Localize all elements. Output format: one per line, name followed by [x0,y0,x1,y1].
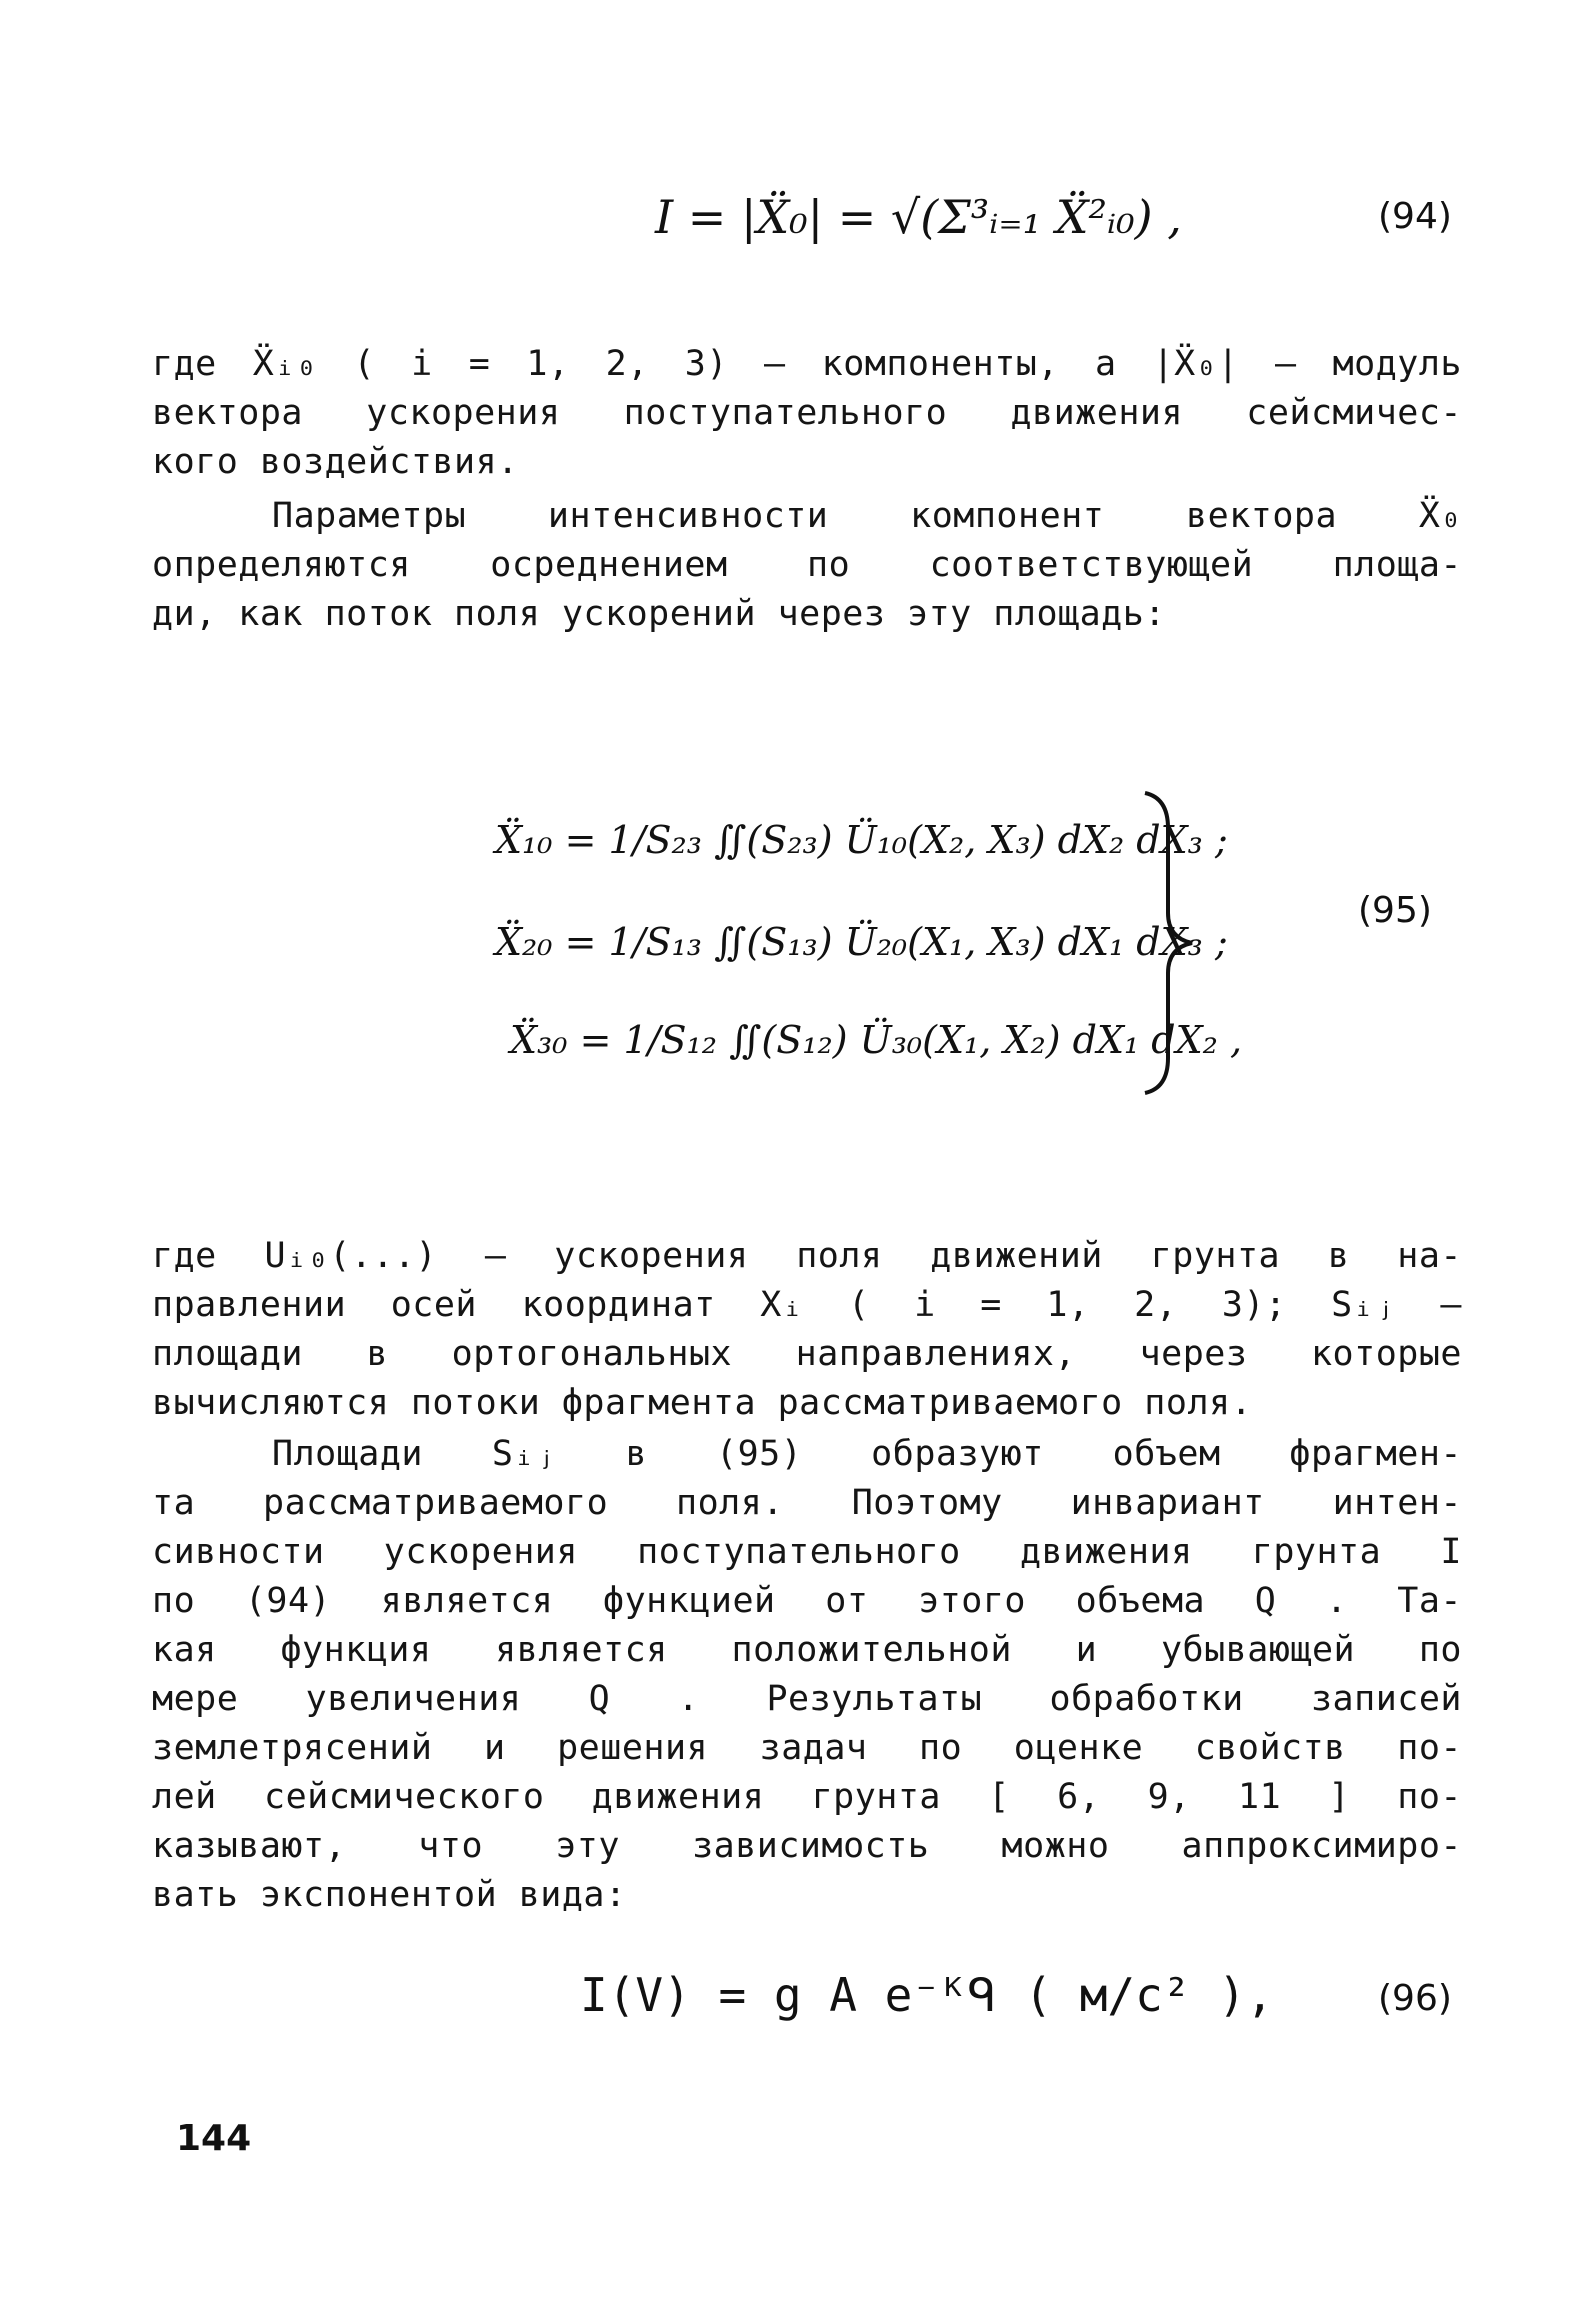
text-line: где Uᵢ₀(...) – ускорения поля движений грунта в на- [152,1236,1462,1276]
equation-96: I(V) = g A e⁻ᴷᑫ ( м/с² ), [580,1968,1274,2022]
equation-number-94: (94) [1378,196,1452,237]
text-line: та рассматриваемого поля. Поэтому инвариант интен- [152,1483,1462,1523]
text-line: кая функция является положительной и убывающей по [152,1630,1462,1670]
text-line: правлении осей координат Xᵢ ( i = 1, 2, 3); Sᵢⱼ – [152,1285,1462,1325]
text-line: вычисляются потоки фрагмента рассматриваемого поля. [152,1383,1253,1423]
paragraph-intensity-parameters [152,492,1462,639]
equation-number-95: (95) [1358,890,1432,931]
text-line: вектора ускорения поступательного движения сейсмичес- [152,393,1462,433]
equation-95-line-3: Ẍ₃₀ = 1/S₁₂ ∬(S₁₂) Ü₃₀(X₁, X₂) dX₁ dX₂ , [510,1018,1243,1062]
equation-94: I = |Ẍ₀| = √(Σ³ᵢ₌₁ Ẍ²ᵢ₀) , [655,190,1182,244]
text-line: кого воздействия. [152,442,519,482]
text-line: по (94) является функцией от этого объема Q . Та- [152,1581,1462,1621]
text-line: определяются осреднением по соответствующей площа- [152,545,1462,585]
paragraph-components [152,340,1462,487]
text-line: лей сейсмического движения грунта [ 6, 9, 11 ] по- [152,1777,1462,1817]
text-line: вать экспонентой вида: [152,1875,627,1915]
text-line: казывают, что эту зависимость можно аппроксимиро- [152,1826,1462,1866]
text-line: землетрясений и решения задач по оценке свойств по- [152,1728,1462,1768]
text-line: Площади Sᵢⱼ в (95) образуют объем фрагмен- [272,1434,1462,1474]
paragraph-areas-volume [152,1430,1462,1920]
text-line: сивности ускорения поступательного движения грунта I [152,1532,1462,1572]
page-number: 144 [176,2118,252,2159]
text-line: ди, как поток поля ускорений через эту площадь: [152,594,1166,634]
equation-number-96: (96) [1378,1978,1452,2019]
text-line: мере увеличения Q . Результаты обработки записей [152,1679,1462,1719]
equation-95-line-2: Ẍ₂₀ = 1/S₁₃ ∬(S₁₃) Ü₂₀(X₁, X₃) dX₁ dX₃ ; [495,920,1228,964]
text-line: где Ẍᵢ₀ ( i = 1, 2, 3) – компоненты, а |Ẍ₀| – модуль [152,344,1462,384]
right-curly-brace [1140,788,1200,1098]
text-line: площади в ортогональных направлениях, через которые [152,1334,1462,1374]
equation-95-line-1: Ẍ₁₀ = 1/S₂₃ ∬(S₂₃) Ü₁₀(X₂, X₃) dX₂ dX₃ ; [495,818,1228,862]
text-line: Параметры интенсивности компонент вектора Ẍ₀ [272,496,1462,536]
paragraph-accelerations [152,1232,1462,1428]
